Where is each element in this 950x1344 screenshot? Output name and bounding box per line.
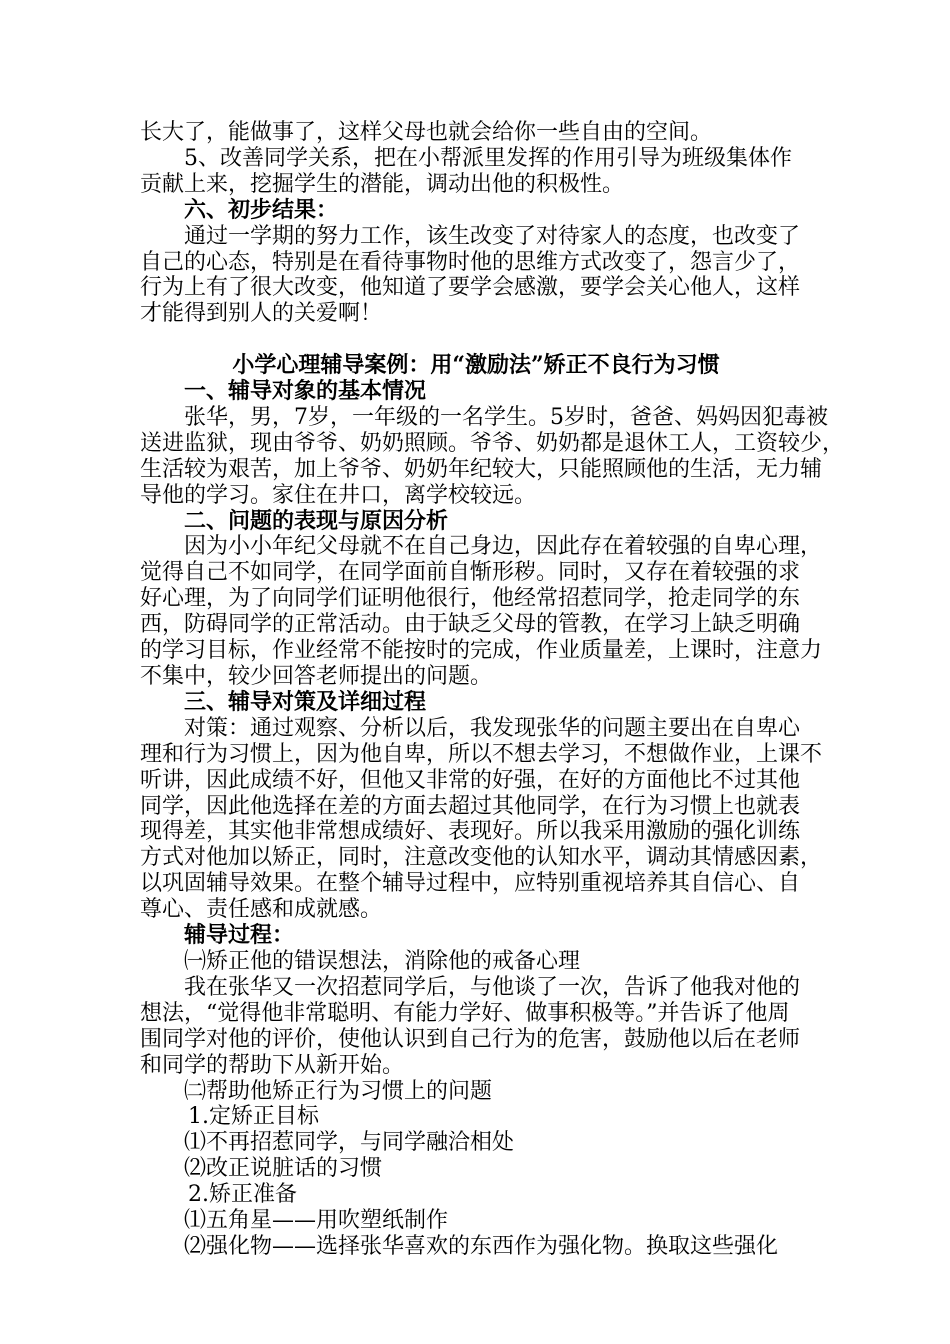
text-line: 以巩固辅导效果。在整个辅导过程中，应特别重视培养其自信心、自 bbox=[140, 871, 801, 897]
list-item: ⑵强化物——选择张华喜欢的东西作为强化物。换取这些强化 bbox=[184, 1233, 779, 1259]
list-item: 2.矫正准备 bbox=[188, 1182, 297, 1208]
text-line: ㈠矫正他的错误想法，消除他的戒备心理 bbox=[184, 948, 581, 974]
text-line: 听讲，因此成绩不好，但他又非常的好强，在好的方面他比不过其他 bbox=[140, 767, 801, 793]
list-item: 1.定矫正目标 bbox=[188, 1104, 319, 1130]
text-line: 长大了，能做事了，这样父母也就会给你一些自由的空间。 bbox=[140, 120, 713, 145]
text-line: 现得差，其实他非常想成绩好、表现好。所以我采用激励的强化训练 bbox=[140, 819, 801, 845]
document-page bbox=[140, 120, 845, 1260]
text-line: 觉得自己不如同学，在同学面前自惭形秽。同时，又存在着较强的求 bbox=[140, 560, 801, 586]
text-line: 和同学的帮助下从新开始。 bbox=[140, 1052, 405, 1078]
text-line: 导他的学习。家住在井口，离学校较远。 bbox=[140, 482, 537, 508]
text-line: 理和行为习惯上，因为他自卑，所以不想去学习，不想做作业，上课不 bbox=[140, 741, 823, 767]
text-line: 的学习目标，作业经常不能按时的完成，作业质量差，上课时，注意力 bbox=[140, 638, 823, 664]
text-line: 西，防碍同学的正常活动。由于缺乏父母的管教，在学习上缺乏明确 bbox=[140, 612, 801, 638]
text-line: 围同学对他的评价，使他认识到自己行为的危害，鼓励他以后在老师 bbox=[140, 1026, 801, 1052]
text-line: 才能得到别人的关爱啊！ bbox=[140, 301, 383, 327]
article-title: 小学心理辅导案例：用“激励法”矫正不良行为习惯 bbox=[232, 352, 720, 379]
text-line: 对策：通过观察、分析以后，我发现张华的问题主要出在自卑心 bbox=[184, 715, 801, 741]
text-line: 我在张华又一次招惹同学后，与他谈了一次，告诉了他我对他的 bbox=[184, 974, 801, 1000]
text-line: 送进监狱，现由爷爷、奶奶照顾。爷爷、奶奶都是退休工人，工资较少， bbox=[140, 430, 845, 456]
section-heading: 六、初步结果： bbox=[184, 196, 339, 223]
text-line: 因为小小年纪父母就不在自己身边，因此存在着较强的自卑心理， bbox=[184, 534, 823, 560]
text-line: 生活较为艰苦，加上爷爷、奶奶年纪较大，只能照顾他的生活，无力辅 bbox=[140, 456, 823, 482]
text-line: 贡献上来，挖掘学生的潜能，调动出他的积极性。 bbox=[140, 171, 625, 197]
section-heading: 一、辅导对象的基本情况 bbox=[184, 378, 427, 405]
list-item: ⑴五角星——用吹塑纸制作 bbox=[184, 1208, 449, 1234]
text-line: 5、改善同学关系，把在小帮派里发挥的作用引导为班级集体作 bbox=[184, 145, 792, 171]
text-line: 自己的心态，特别是在看待事物时他的思维方式改变了，怨言少了， bbox=[140, 249, 801, 275]
section-heading: 辅导过程： bbox=[184, 922, 295, 949]
text-line: 同学，因此他选择在差的方面去超过其他同学，在行为习惯上也就表 bbox=[140, 793, 801, 819]
text-line: 通过一学期的努力工作，该生改变了对待家人的态度，也改变了 bbox=[184, 223, 801, 249]
text-line: 尊心、责任感和成就感。 bbox=[140, 897, 383, 923]
list-item: ⑴不再招惹同学，与同学融洽相处 bbox=[184, 1130, 515, 1156]
text-line: 不集中，较少回答老师提出的问题。 bbox=[140, 664, 493, 690]
section-heading: 二、问题的表现与原因分析 bbox=[184, 507, 449, 534]
blank-line bbox=[140, 327, 812, 353]
text-line: 方式对他加以矫正，同时，注意改变他的认知水平，调动其情感因素， bbox=[140, 845, 823, 871]
text-line: 想法，“觉得他非常聪明、有能力学好、做事积极等。”并告诉了他周 bbox=[140, 1000, 790, 1026]
text-line: 好心理，为了向同学们证明他很行，他经常招惹同学，抢走同学的东 bbox=[140, 586, 801, 612]
text-line: ㈡帮助他矫正行为习惯上的问题 bbox=[184, 1078, 493, 1104]
text-line: 张华，男，7岁，一年级的一名学生。5岁时，爸爸、妈妈因犯毒被 bbox=[184, 404, 828, 430]
section-heading: 三、辅导对策及详细过程 bbox=[184, 688, 427, 715]
text-line: 行为上有了很大改变，他知道了要学会感激，要学会关心他人，这样 bbox=[140, 275, 801, 301]
list-item: ⑵改正说脏话的习惯 bbox=[184, 1156, 383, 1182]
